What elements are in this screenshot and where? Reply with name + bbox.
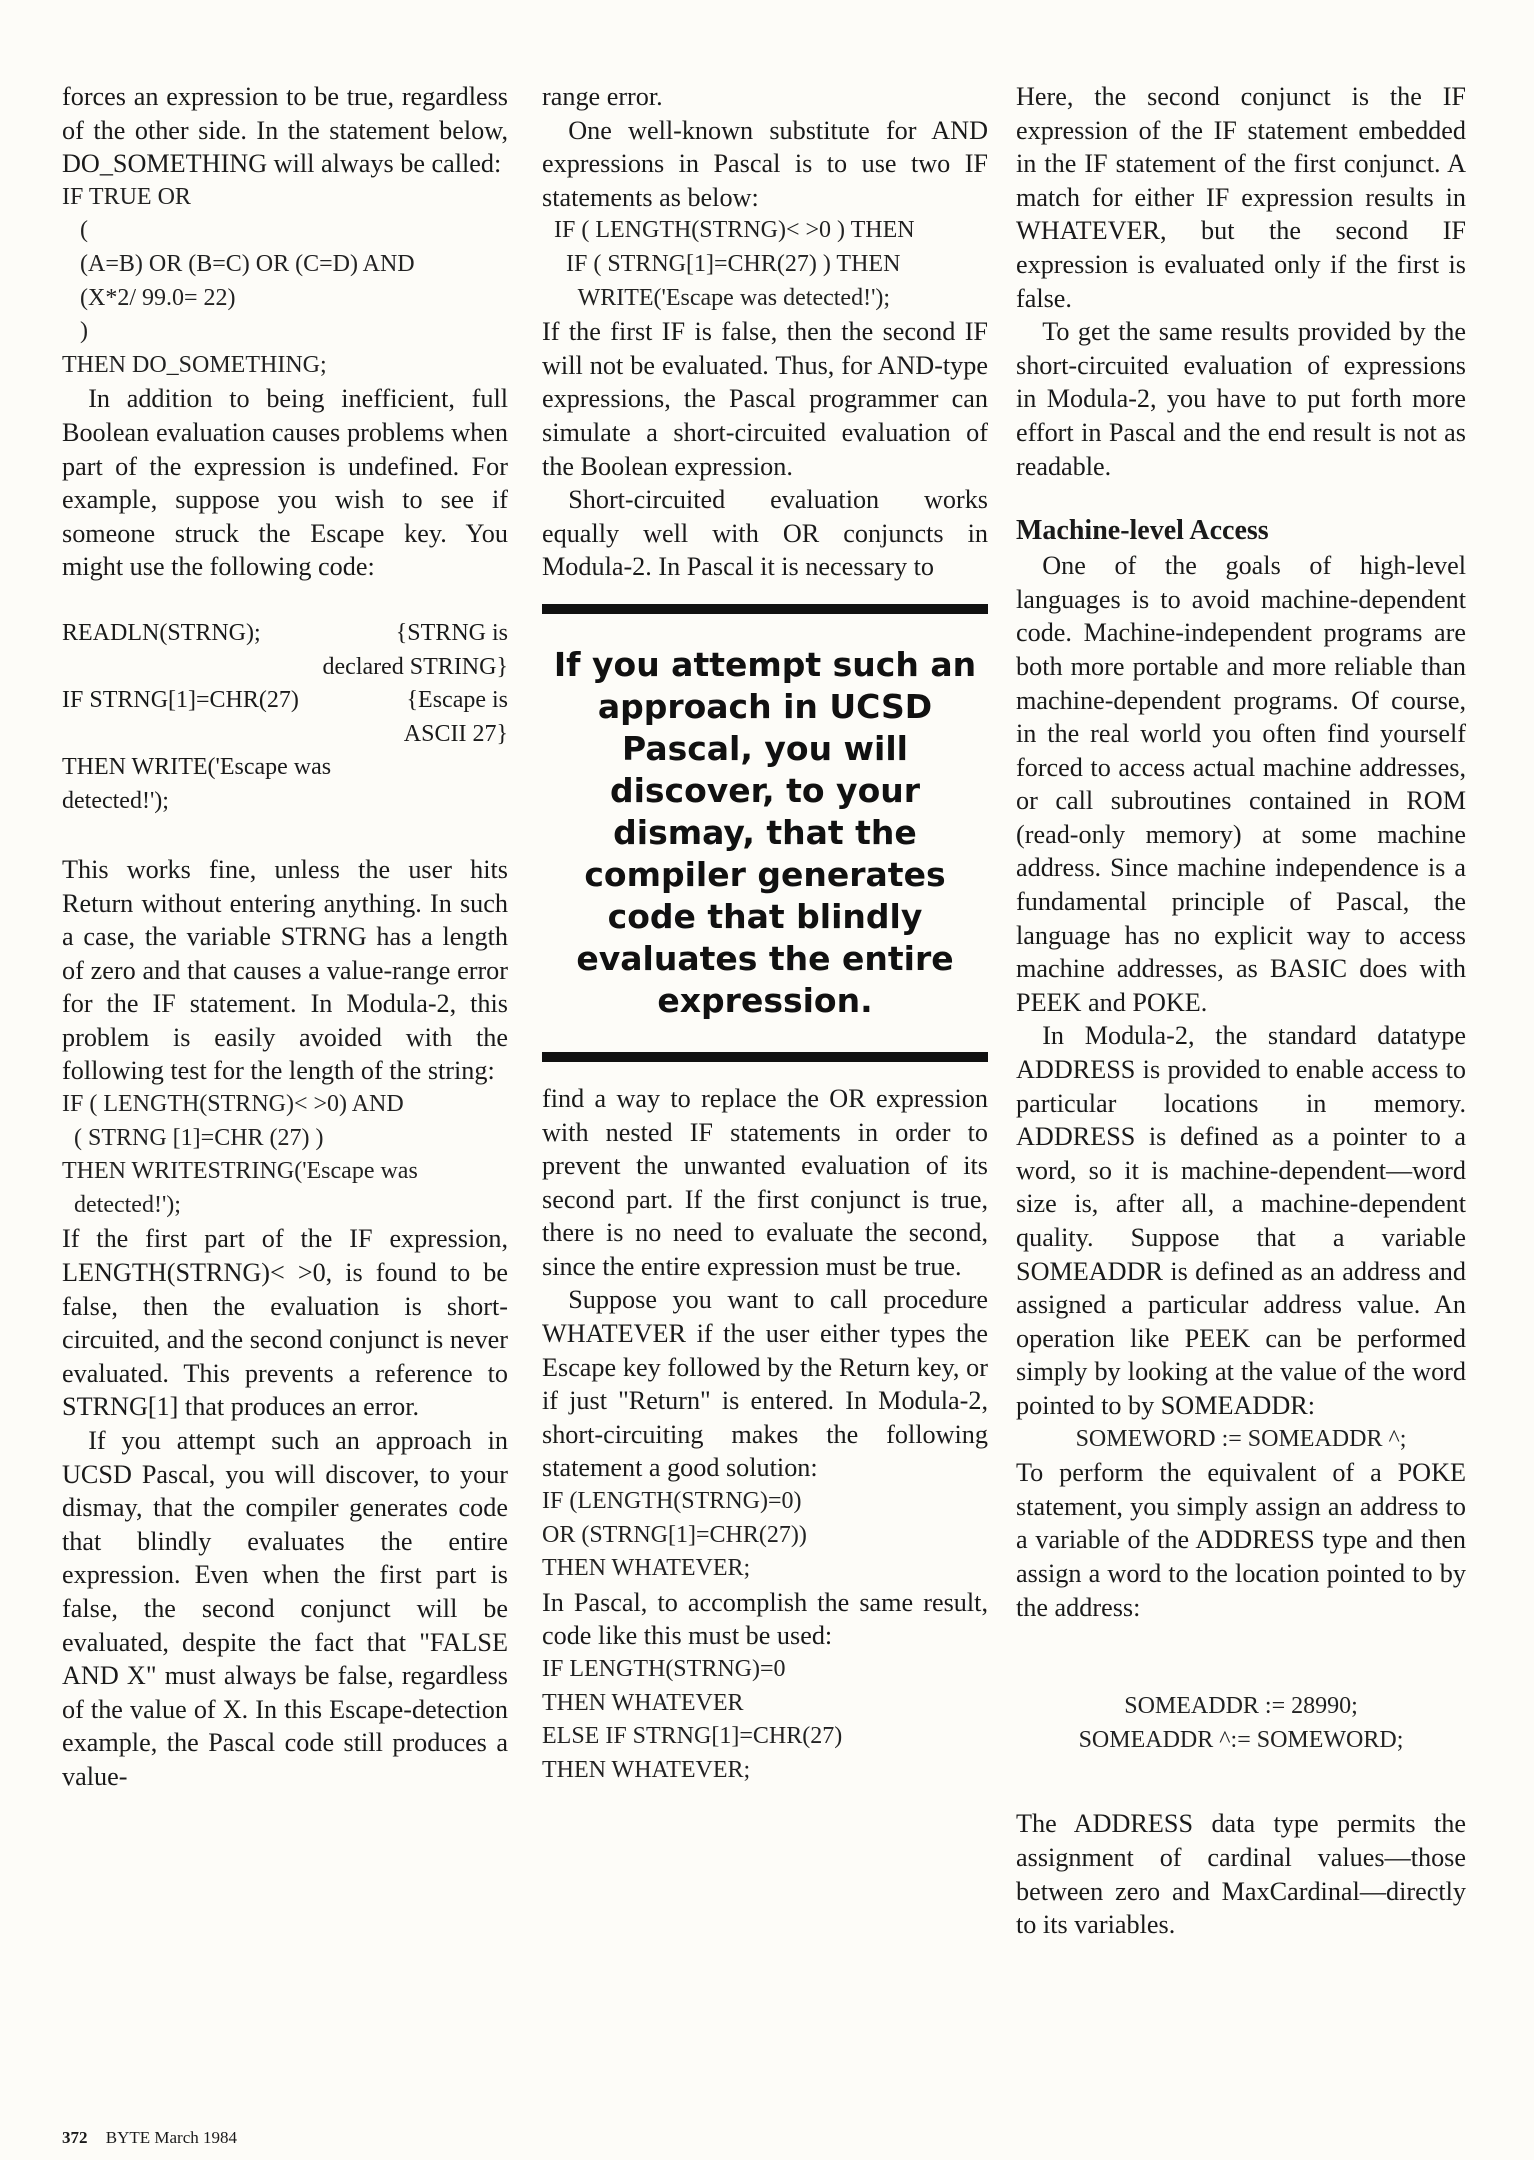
paragraph: To get the same results provided by the short-circuited evaluation of expressions in Modula-2, you have to put forth more effort in Pascal and the end result is not as readable. xyxy=(1016,317,1466,481)
code-line: detected!'); xyxy=(62,787,169,814)
code-listing: IF ( LENGTH(STRNG)< >0 ) THEN IF ( STRNG[1]=CHR(27) ) THEN WRITE('Escape was detected!'); xyxy=(554,217,915,311)
paragraph: Short-circuited evaluation works equally well with OR conjuncts in Modula-2. In Pascal it is necessary to xyxy=(542,485,988,582)
section-heading: Machine-level Access xyxy=(1016,515,1269,547)
paragraph: To perform the equivalent of a POKE statement, you simply assign an address to a variable of the ADDRESS type and then assign a word to the location pointed to by the address: xyxy=(1016,1458,1466,1622)
pull-quote xyxy=(542,604,988,1062)
paragraph: Here, the second conjunct is the IF expression of the IF statement embedded in the IF statement of the first conjunct. A match for either IF expression results in WHATEVER, but the second IF expression is evaluated only if the first is false. xyxy=(1016,82,1466,313)
paragraph: The ADDRESS data type permits the assignment of cardinal values—those between zero and MaxCardinal—directly to its variables. xyxy=(1016,1809,1466,1940)
code-listing: IF LENGTH(STRNG)=0 THEN WHATEVER ELSE IF STRNG[1]=CHR(27) THEN WHATEVER; xyxy=(542,1656,843,1783)
column-2 xyxy=(542,80,988,1787)
code-listing: IF ( LENGTH(STRNG)< >0) AND ( STRNG [1]=CHR (27) ) THEN WRITESTRING('Escape was detected!'); xyxy=(62,1091,418,1218)
paragraph: find a way to replace the OR expression with nested IF statements in order to prevent the unwanted evaluation of its second part. If the first conjunct is true, there is no need to evaluate the second, since the entire expression must be true. xyxy=(542,1083,988,1281)
code-listing: SOMEWORD := SOMEADDR ^; xyxy=(1075,1425,1407,1452)
paragraph: If the first IF is false, then the second IF will not be evaluated. Thus, for AND-type expressions, the Pascal programmer can simulate a short-circuited evaluation of the Boolean expression. xyxy=(542,317,988,481)
pull-quote-text: If you attempt such an approach in UCSD Pascal, you will discover, to your dismay, that the compiler generates code that blindly evaluates the entire expression. xyxy=(553,644,977,1020)
page-footer xyxy=(62,2128,237,2148)
publication-info: BYTE March 1984 xyxy=(105,2128,238,2147)
code-listing: IF (LENGTH(STRNG)=0) OR (STRNG[1]=CHR(27)) THEN WHATEVER; xyxy=(542,1488,807,1582)
paragraph: If the first part of the IF expression, LENGTH(STRNG)< >0, is found to be false, then the evaluation is short-circuited, and the second conjunct is never evaluated. This prevents a reference to STRNG[1] that produces an error. xyxy=(62,1224,508,1422)
code-listing: IF TRUE OR ( (A=B) OR (B=C) OR (C=D) AND (X*2/ 99.0= 22) ) THEN DO_SOMETHING; xyxy=(62,183,415,378)
code-comment: ASCII 27} xyxy=(403,720,508,747)
code-listing: SOMEADDR := 28990; SOMEADDR ^:= SOMEWORD; xyxy=(1078,1693,1404,1753)
code-line: IF STRNG[1]=CHR(27) xyxy=(62,687,299,714)
code-listing-declarations xyxy=(62,617,508,814)
code-comment: {Escape is xyxy=(406,687,508,714)
paragraph: In Pascal, to accomplish the same result, code like this must be used: xyxy=(542,1587,988,1651)
paragraph: In addition to being inefficient, full Boolean evaluation causes problems when part of the expression is undefined. For example, suppose you wish to see if someone struck the Escape key. You might use the following code: xyxy=(62,384,508,582)
paragraph: In Modula-2, the standard datatype ADDRESS is provided to enable access to particular locations in memory. ADDRESS is defined as a pointer to a word, so it is machine-dependent—word size is, after all, a machine-dependent quality. Suppose that a variable SOMEADDR is defined as an address and assigned a particular address value. An operation like PEEK can be performed simply by looking at the value of the word pointed to by SOMEADDR: xyxy=(1016,1021,1466,1420)
code-comment: {STRNG is xyxy=(395,619,508,646)
paragraph: This works fine, unless the user hits Return without entering anything. In such a case, the variable STRNG has a length of zero and that causes a value-range error for the IF statement. In Modula-2, this problem is easily avoided with the following test for the length of the string: xyxy=(62,854,508,1086)
code-line: THEN WRITE('Escape was xyxy=(62,754,332,781)
paragraph: If you attempt such an approach in UCSD Pascal, you will discover, to your dismay, that the compiler generates code that blindly evaluates the entire expression. Even when the first part is false, the second conjunct will be evaluated, despite the fact that "FALSE AND X" must always be false, regardless of the value of X. In this Escape-detection example, the Pascal code still produces a value- xyxy=(62,1426,508,1791)
paragraph: forces an expression to be true, regardless of the other side. In the statement below, DO_SOMETHING will always be called: xyxy=(62,82,508,179)
column-3 xyxy=(1016,80,1466,1942)
page-number: 372 xyxy=(62,2128,88,2147)
column-1 xyxy=(62,80,508,1794)
paragraph: Suppose you want to call procedure WHATEVER if the user either types the Escape key followed by the Return key, or if just "Return" is entered. In Modula-2, short-circuiting makes the following statement a good solution: xyxy=(542,1285,988,1483)
code-comment: declared STRING} xyxy=(322,653,508,680)
paragraph: range error. xyxy=(542,82,663,111)
code-line: READLN(STRNG); xyxy=(62,619,261,646)
paragraph: One of the goals of high-level languages is to avoid machine-dependent code. Machine-independent programs are both more portable and more reliable than machine-dependent programs. Of course, in the real world you often find yourself forced to access actual machine addresses, or call subroutines contained in ROM (read-only memory) at some machine address. Since machine independence is a fundamental principle of Pascal, the language has no explicit way to access machine addresses, as BASIC does with PEEK and POKE. xyxy=(1016,551,1466,1017)
paragraph: One well-known substitute for AND expressions in Pascal is to use two IF statements as below: xyxy=(542,115,988,212)
